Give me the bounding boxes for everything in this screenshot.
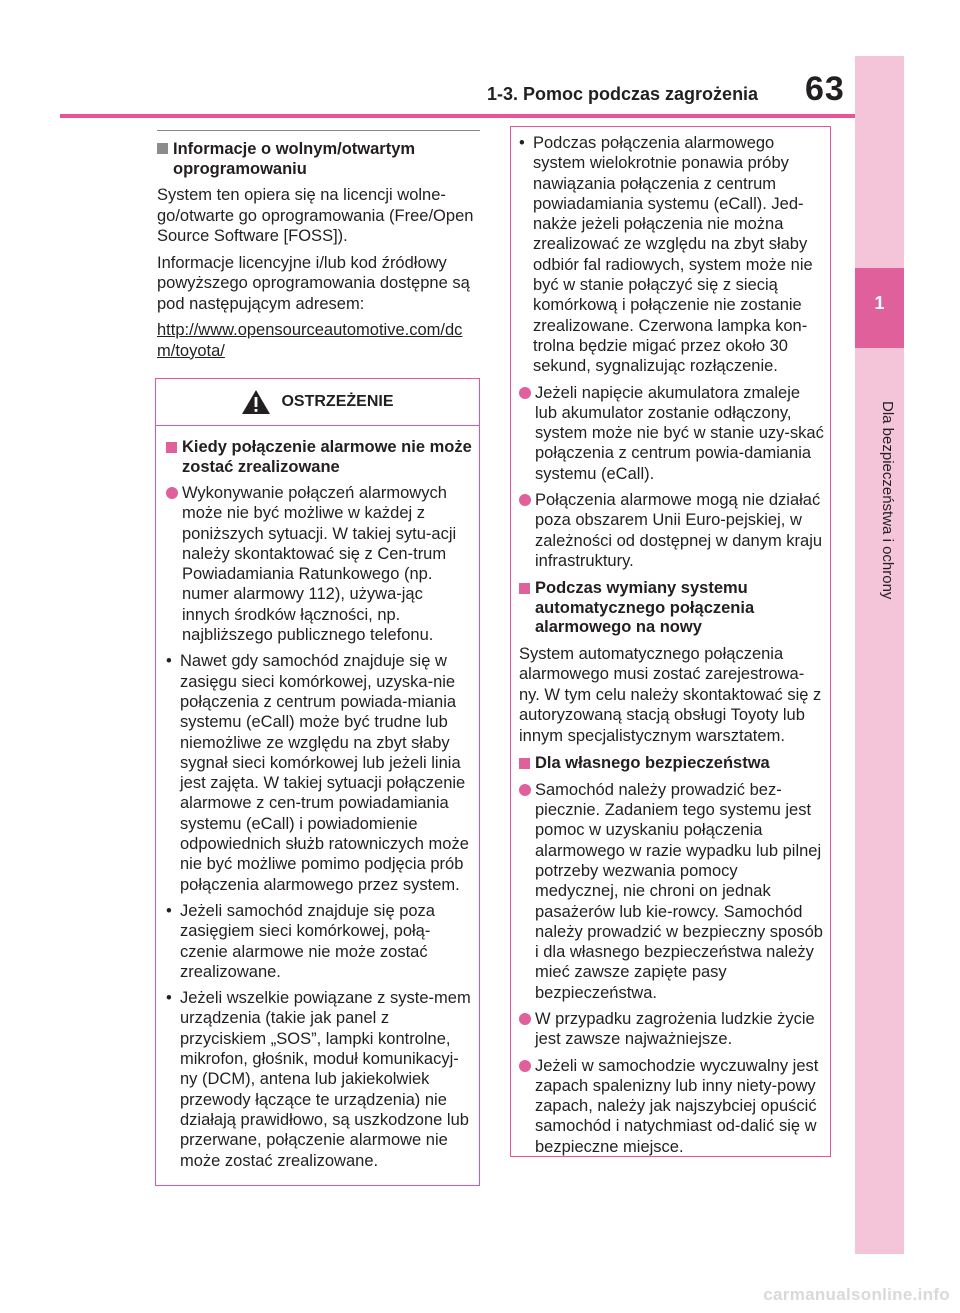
warning-box bbox=[155, 378, 480, 1186]
list-item-text: Wykonywanie połączeń alarmowych może nie być możliwe w każdej z poniższych sytuacji. W takiej sytu-acji należy skontaktować się z Cen-trum Powiadamiania Ratunkowego (np. numer alarmowy 112), używa-jąc innych środków łączności, np. najbliższego publicznego telefonu. bbox=[182, 484, 457, 645]
chapter-label: Dla bezpieczeństwa i ochrony bbox=[879, 400, 896, 600]
bullet-icon: • bbox=[166, 989, 172, 1008]
round-bullet-icon bbox=[519, 1060, 531, 1072]
foss-paragraph: System ten opiera się na licencji wolne-go/otwarte go oprogramowania (Free/Open Source Software [FOSS]). bbox=[157, 186, 474, 245]
warning-heading bbox=[166, 438, 473, 477]
list-item bbox=[519, 490, 824, 571]
list-item bbox=[166, 901, 473, 982]
round-bullet-icon bbox=[519, 494, 531, 506]
round-bullet-icon bbox=[519, 1013, 531, 1025]
square-bullet-icon bbox=[157, 143, 168, 154]
bullet-icon: • bbox=[166, 652, 172, 671]
side-tab bbox=[855, 56, 904, 1254]
section-title: 1-3. Pomoc podczas zagrożenia bbox=[487, 84, 759, 104]
license-link[interactable]: http://www.opensourceautomotive.com/dcm/toyota/ bbox=[157, 321, 463, 360]
safety-heading bbox=[519, 754, 824, 774]
round-bullet-icon bbox=[166, 487, 178, 499]
list-item-text: Jeżeli napięcie akumulatora zmaleje lub akumulator zostanie odłączony, system może nie być w stanie uzy-skać połączenia z centrum powia-damiania systemu (eCall). bbox=[535, 383, 824, 483]
replacement-paragraph: System automatycznego połączenia alarmowego musi zostać zarejestrowa-ny. W tym celu należy skontaktować się z autoryzowaną stacją obsługi Toyoty lub innym specjalistycznym warsztatem. bbox=[519, 644, 822, 745]
list-item bbox=[166, 483, 473, 645]
replacement-heading bbox=[519, 579, 824, 638]
license-paragraph: Informacje licencyjne i/lub kod źródłowy powyższego oprogramowania dostępne są pod następującym adresem: bbox=[157, 253, 470, 313]
square-bullet-icon bbox=[166, 442, 177, 453]
list-item-text: Jeżeli samochód znajduje się poza zasięgiem sieci komórkowej, połą-czenie alarmowe nie może zostać zrealizowane. bbox=[180, 901, 435, 981]
foss-heading-text: Informacje o wolnym/otwartym oprogramowaniu bbox=[173, 140, 416, 178]
warning-continued-box bbox=[510, 126, 831, 1157]
chapter-number: 1 bbox=[874, 293, 885, 313]
list-item bbox=[519, 383, 824, 484]
warning-title: OSTRZEŻENIE bbox=[281, 393, 394, 410]
list-item-text: Samochód należy prowadzić bez-piecznie. Zadaniem tego systemu jest pomoc w uzyskaniu połączenia alarmowego w razie wypadku lub pilnej potrzeby wezwania pomocy medycznej, nie chroni on jednak pasażerów lub kie-rowcy. Samochód należy prowadzić w bezpieczny sposób i dla własnego bezpieczeństwa należy mieć zawsze zapięte pasy bezpieczeństwa. bbox=[535, 780, 823, 1002]
list-item bbox=[166, 651, 473, 895]
divider bbox=[157, 130, 480, 131]
bullet-icon: • bbox=[519, 134, 525, 152]
replacement-heading-text: Podczas wymiany systemu automatycznego połączenia alarmowego na nowy bbox=[535, 579, 755, 637]
warning-icon bbox=[241, 389, 271, 415]
square-bullet-icon bbox=[519, 758, 530, 769]
list-item-text: Jeżeli w samochodzie wyczuwalny jest zapach spalenizny lub inny niety-powy zapach, należy jak najszybciej opuścić samochód i natychmiast od-dalić się w bezpieczne miejsce. bbox=[535, 1056, 819, 1156]
warning-header bbox=[156, 379, 479, 426]
header-rule bbox=[60, 114, 855, 118]
warning-body bbox=[156, 426, 479, 1171]
list-item bbox=[519, 1009, 824, 1050]
list-item-text: Jeżeli wszelkie powiązane z syste-mem urządzenia (takie jak panel z przyciskiem „SOS”, lampki kontrolne, mikrofon, głośnik, moduł komunikacyj-ny (DCM), antena lub jakiekolwiek przewody łączące te urządzenia) nie działają prawidłowo, są uszkodzone lub przerwane, połączenie alarmowe nie może zostać zrealizowane. bbox=[180, 989, 471, 1170]
bullet-icon: • bbox=[166, 901, 172, 920]
round-bullet-icon bbox=[519, 387, 531, 399]
list-item bbox=[519, 1056, 824, 1157]
list-item-text: Podczas połączenia alarmowego system wielokrotnie ponawia próby nawiązania połączenia z centrum powiadamiania systemu (eCall). Jed-nakże jeżeli połączenia nie można zrealizować ze względu na zbyt słaby odbiór fal radiowych, system może nie być w stanie połączyć się z siecią komórkową i połączenie nie zostanie zrealizowane. Czerwona lampka kon-trolna będzie migać przez około 30 sekund, sygnalizując rozłączenie. bbox=[533, 134, 813, 376]
list-item-text: Połączenia alarmowe mogą nie działać poza obszarem Unii Euro-pejskiej, w zależności od dostępnej w danym kraju infrastruktury. bbox=[535, 491, 823, 570]
watermark: carmanualsonline.info bbox=[763, 1285, 950, 1304]
list-item bbox=[519, 133, 824, 377]
list-item-text: Nawet gdy samochód znajduje się w zasięgu sieci komórkowej, uzyska-nie połączenia z centrum powiada-miania systemu (eCall) może być trudne lub niemożliwe ze względu na zbyt słaby sygnał sieci komórkowej lub jeżeli linia jest zajęta. W takiej sytuacji połączenie alarmowe z cen-trum powiadamiania systemu (eCall) i powiadomienie odpowiednich służb ratowniczych może nie być możliwe pomimo podjęcia prób połączenia alarmowego przez system. bbox=[180, 652, 469, 894]
round-bullet-icon bbox=[519, 784, 531, 796]
list-item bbox=[519, 780, 824, 1003]
list-item-text: W przypadku zagrożenia ludzkie życie jest zawsze najważniejsze. bbox=[535, 1010, 815, 1049]
left-column bbox=[157, 130, 480, 361]
foss-heading bbox=[157, 139, 480, 179]
warning-heading-text: Kiedy połączenie alarmowe nie może zostać zrealizowane bbox=[182, 438, 472, 476]
list-item bbox=[166, 988, 473, 1171]
safety-heading-text: Dla własnego bezpieczeństwa bbox=[535, 754, 770, 773]
square-bullet-icon bbox=[519, 583, 530, 594]
page-number: 63 bbox=[805, 70, 845, 108]
